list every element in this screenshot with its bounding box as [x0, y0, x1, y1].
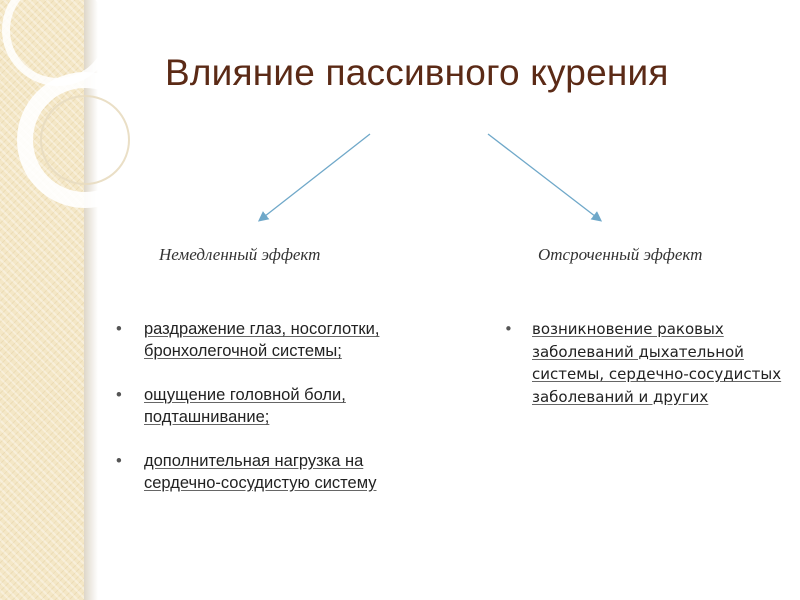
delayed-effect-list — [504, 318, 794, 430]
decorative-ring-middle — [25, 80, 145, 200]
list-item — [116, 318, 436, 362]
decorative-ring-inner — [41, 96, 129, 184]
arrow-right — [488, 134, 600, 220]
list-item — [116, 450, 436, 494]
immediate-effect-list — [116, 318, 436, 516]
delayed-effect-label: Отсроченный эффект — [538, 245, 703, 264]
list-item-text: раздражение глаз, носоглотки, бронхолегочной системы; — [144, 320, 380, 360]
list-item — [116, 384, 436, 428]
immediate-effect-label: Немедленный эффект — [159, 245, 321, 264]
arrow-left — [260, 134, 370, 220]
list-item-text: ощущение головной боли, подташнивание; — [144, 386, 346, 426]
decorative-ring-top — [6, 0, 110, 82]
list-item — [504, 318, 794, 408]
list-item-text: дополнительная нагрузка на сердечно-сосудистую систему — [144, 452, 377, 492]
slide-title: Влияние пассивного курения — [165, 52, 669, 93]
list-item-text: возникновение раковых заболеваний дыхательной системы, сердечно-сосудистых заболеваний и других — [532, 320, 782, 406]
